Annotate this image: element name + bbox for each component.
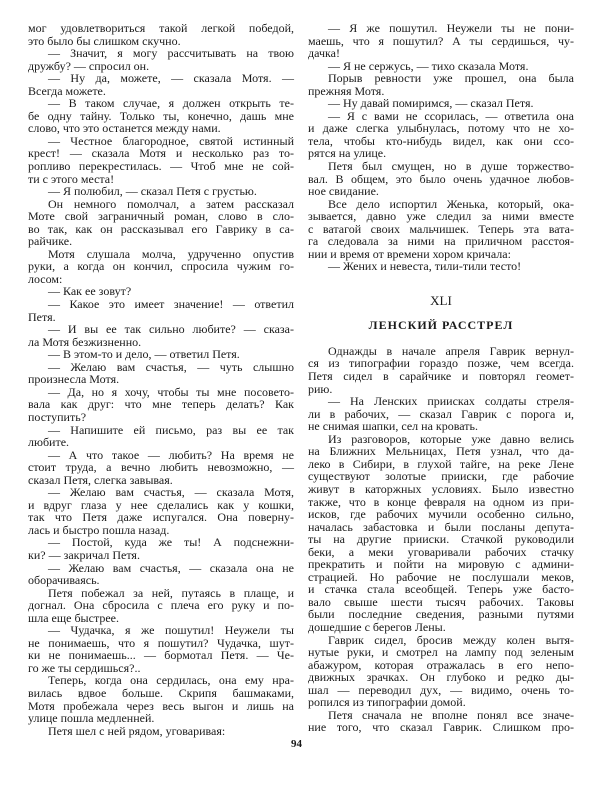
- text-line: движных зрачках. Он глубоко и редко ды-: [308, 670, 574, 685]
- text-line: и вдруг глаза у нее сделались как у кошки,: [28, 497, 294, 512]
- text-line: также, что в конце февраля на одном из при-: [308, 494, 574, 509]
- text-line: были последние сведения, разными путями: [308, 607, 574, 622]
- paragraph: [28, 97, 294, 135]
- text-line: рию.: [308, 381, 333, 396]
- paragraph: [28, 22, 294, 47]
- chapter-title: ЛЕНСКИЙ РАССТРЕЛ: [368, 317, 514, 332]
- paragraph: [28, 424, 294, 449]
- paragraph: [28, 135, 294, 185]
- paragraph: [28, 725, 294, 738]
- paragraph: [308, 22, 574, 60]
- text-line: Петя был смущен, но в душе торжество-: [328, 159, 574, 174]
- text-line: — На Ленских приисках солдаты стреля-: [328, 394, 574, 409]
- text-line: Мотя пробежала через весь выгон и лишь на: [28, 698, 294, 713]
- text-line: живут в каторжных условиях. Было известно: [308, 481, 574, 496]
- paragraph: [308, 433, 574, 634]
- text-line: улице пошла медленней.: [28, 711, 155, 726]
- text-line: лосом:: [28, 271, 63, 286]
- text-line: ся из типографии гораздо позже, чем всегда.: [308, 356, 574, 371]
- paragraph: [28, 248, 294, 286]
- text-line: — Желаю вам счастья, — сказала она не: [48, 560, 294, 575]
- text-line: Петя сначала не вполне понял все значе-: [328, 707, 574, 722]
- text-line: ли в рабочих, — сказал Гаврик с порога и,: [308, 406, 574, 421]
- paragraph: [308, 72, 574, 97]
- text-line: шла еще быстрее.: [28, 610, 119, 625]
- text-line: руки, а когда он кончил, спросила чужим го-: [28, 259, 294, 274]
- text-line: леко в Сибири, в глухой тайге, на реке Лене: [308, 456, 574, 471]
- page-number: 94: [291, 738, 302, 750]
- text-line: любите.: [28, 435, 70, 450]
- text-line: нии и время от времени хором кричала:: [308, 246, 511, 261]
- text-line: оборачиваясь.: [28, 573, 100, 588]
- text-line: зывается, давно уже следил за ними вместе: [308, 209, 574, 224]
- text-line: ла Мотя безжизненно.: [28, 334, 142, 349]
- text-line: на Ближних Мельницах, Петя узнал, что да-: [308, 444, 574, 459]
- text-line: это было бы слишком скучно.: [28, 33, 181, 48]
- paragraph: [28, 185, 294, 198]
- paragraph: [28, 536, 294, 561]
- paragraph: [308, 260, 574, 273]
- text-line: ти с этого места!: [28, 171, 115, 186]
- text-line: — В этом-то и дело, — ответил Петя.: [48, 347, 240, 362]
- text-line: так что Петя даже испугался. Она поверну-: [28, 510, 294, 525]
- text-line: исков, где рабочих мучили особенно сильно,: [308, 507, 574, 522]
- paragraph: [308, 709, 574, 734]
- text-line: беки, а меки уговаривали рабочих стачку: [308, 544, 574, 559]
- paragraph: [308, 634, 574, 709]
- text-line: с ватагой своих мальчишек. Теперь эта вата-: [308, 221, 574, 236]
- text-line: — Желаю вам счастья, — чуть слышно: [48, 359, 294, 374]
- text-line: мог удовлетвориться такой легкой победой,: [28, 21, 294, 35]
- text-line: крест! — сказала Мотя и несколько раз то-: [28, 146, 294, 161]
- text-line: маешь, что я пошутил? А ты сердишься, чу-: [308, 33, 574, 48]
- text-line: га следовала за ними на приличном расстоя-: [308, 234, 574, 249]
- text-line: во так, как он рассказывал его Гаврику в са-: [28, 221, 294, 236]
- text-line: Петя.: [28, 309, 56, 324]
- text-line: шал — переводил дух, — видимо, очень то-: [308, 682, 574, 697]
- paragraph: [28, 624, 294, 674]
- paragraph: [308, 160, 574, 198]
- text-line: — Как ее зовут?: [48, 284, 132, 299]
- paragraph: [28, 323, 294, 348]
- text-line: лась и быстро пошла назад.: [28, 522, 170, 537]
- paragraph: [28, 47, 294, 72]
- right-column: [308, 22, 574, 734]
- paragraph: [28, 386, 294, 424]
- text-line: не снимая шапки, сел на кровать.: [308, 419, 478, 434]
- text-line: рятся на улице.: [308, 146, 387, 161]
- text-line: слово, что это останется между нами.: [28, 121, 221, 136]
- text-line: — И вы ее так сильно любите? — сказа-: [48, 322, 294, 337]
- text-line: дружбу? — спросил он.: [28, 58, 150, 73]
- text-line: Он немного помолчал, а затем рассказал: [48, 196, 294, 211]
- text-line: прекратить и пойти на мировую с админи-: [308, 557, 574, 572]
- text-line: — Значит, я могу рассчитывать на твою: [48, 46, 294, 61]
- text-line: Мотя слушала молча, удрученно опустив: [48, 246, 294, 261]
- text-line: — Я полюбил, — сказал Петя с грустью.: [48, 184, 257, 199]
- text-line: вилась вдвое больше. Скрипя башмаками,: [28, 685, 294, 700]
- text-line: Петя сидел в сарайчике и повторял геомет-: [308, 369, 574, 384]
- paragraph: [28, 449, 294, 487]
- paragraph: [28, 348, 294, 361]
- text-line: Однажды в начале апреля Гаврик вернул-: [328, 343, 574, 358]
- text-line: бе одну тайну. Только ты, конечно, дашь мне: [28, 108, 294, 123]
- text-line: Моте свой заграничный роман, слово в сло-: [28, 209, 294, 224]
- right-column-text-before-chapter: [308, 22, 574, 273]
- text-line: вала как друг: что мне теперь делать? Как: [28, 397, 294, 412]
- text-line: го же ты сердишься?..: [28, 660, 141, 675]
- text-line: — Ну да, можете, — сказала Мотя. —: [48, 71, 294, 86]
- text-line: — Желаю вам счастья, — сказала Мотя,: [48, 485, 294, 500]
- text-line: — Я не сержусь, — тихо сказала Мотя.: [328, 58, 529, 73]
- left-column: [28, 22, 294, 737]
- text-line: не понимаешь, что я пошутил? Чудачка, шут-: [28, 635, 294, 650]
- paragraph: [308, 345, 574, 395]
- paragraph: [28, 587, 294, 625]
- text-line: — В таком случае, я должен открыть те-: [48, 96, 294, 111]
- paragraph: [28, 562, 294, 587]
- paragraph: [28, 198, 294, 248]
- text-line: вал. В общем, это было очень удачное любов-: [308, 171, 574, 186]
- paragraph: [28, 298, 294, 323]
- text-line: — Ну давай помиримся, — сказал Петя.: [328, 96, 534, 111]
- text-line: нутые руки, и смотрел на лампу под зеленым: [308, 645, 574, 660]
- text-line: Из разговоров, которые уже давно велись: [328, 431, 574, 446]
- right-column-text-after-chapter: [308, 345, 574, 734]
- text-line: — Честное благородное, святой истинный: [48, 133, 294, 148]
- paragraph: [308, 198, 574, 261]
- text-line: — Жених и невеста, тили-тили тесто!: [328, 259, 522, 274]
- text-line: — Я же пошутил. Неужели ты не пони-: [328, 21, 574, 35]
- paragraph: [28, 674, 294, 724]
- text-line: Петя побежал за ней, путаясь в плаще, и: [48, 585, 294, 600]
- text-line: ки не понимаешь... — бормотал Петя. — Че-: [28, 648, 294, 663]
- text-line: ропливо перекрестилась. — Чтоб мне не сой-: [28, 159, 294, 174]
- text-line: абажуром, которая отражалась в его непо-: [308, 657, 574, 672]
- text-line: — Напишите ей письмо, раз вы ее так: [48, 422, 294, 437]
- text-line: вало свыше шести тысяч рабочих. Таковы: [308, 594, 574, 609]
- text-line: произнесла Мотя.: [28, 372, 120, 387]
- text-line: — Постой, куда же ты! А подснежни-: [48, 535, 294, 550]
- text-line: дачка!: [308, 46, 340, 61]
- text-line: Петя шел с ней рядом, уговаривая:: [48, 723, 226, 738]
- text-line: и даже слегка улыбнулась, потому что не хо-: [308, 121, 574, 136]
- text-line: поступить?: [28, 409, 87, 424]
- paragraph: [308, 110, 574, 160]
- text-line: Все дело испортил Женька, который, ока-: [328, 196, 574, 211]
- text-line: — А что такое — любить? На время не: [48, 447, 294, 462]
- text-line: — Какое это имеет значение! — ответил: [48, 297, 294, 312]
- paragraph: [28, 72, 294, 97]
- text-line: догнал. Она сбросила с плеча его руку и по-: [28, 598, 294, 613]
- text-line: — Я с вами не ссорилась, — ответила она: [328, 108, 574, 123]
- text-line: существуют золотые прииски, где рабочие: [308, 469, 574, 484]
- text-line: ты на другие прииски. Стачкой руководили: [308, 532, 574, 547]
- text-line: стоит труда, а вечно любить невозможно, —: [28, 460, 294, 475]
- text-line: прежняя Мотя.: [308, 83, 385, 98]
- text-line: сказал Петя, слегка завывая.: [28, 472, 173, 487]
- text-line: Теперь, когда она сердилась, она ему нра-: [48, 673, 294, 688]
- text-line: — Чудачка, я же пошутил! Неужели ты: [48, 623, 294, 638]
- text-line: Всегда можете.: [28, 83, 106, 98]
- text-line: ропился из типографии домой.: [308, 695, 466, 710]
- text-line: тела, чтобы кто-нибудь видел, как они ссо-: [308, 133, 574, 148]
- text-line: ки? — закричал Петя.: [28, 547, 140, 562]
- text-line: — Да, но я хочу, чтобы ты мне посовето-: [48, 384, 294, 399]
- text-line: ное свидание.: [308, 184, 379, 199]
- text-line: Гаврик сидел, бросив между колен вытя-: [328, 632, 574, 647]
- paragraph: [308, 97, 574, 110]
- text-line: страцией. Но рабочие не послушали меков,: [308, 569, 574, 584]
- paragraph: [28, 361, 294, 386]
- text-line: ние того, что сказал Гаврик. Слишком про-: [308, 720, 574, 735]
- chapter-number: XLI: [430, 292, 452, 308]
- text-line: началась забастовка и были посланы депута-: [308, 519, 574, 534]
- text-line: дошедшие с берегов Лены.: [308, 619, 446, 634]
- text-line: Порыв ревности уже прошел, она была: [328, 71, 574, 86]
- text-line: райчике.: [28, 234, 73, 249]
- paragraph: [308, 395, 574, 433]
- paragraph: [28, 486, 294, 536]
- text-line: и стачка стала всеобщей. Теперь уже басто-: [308, 582, 574, 597]
